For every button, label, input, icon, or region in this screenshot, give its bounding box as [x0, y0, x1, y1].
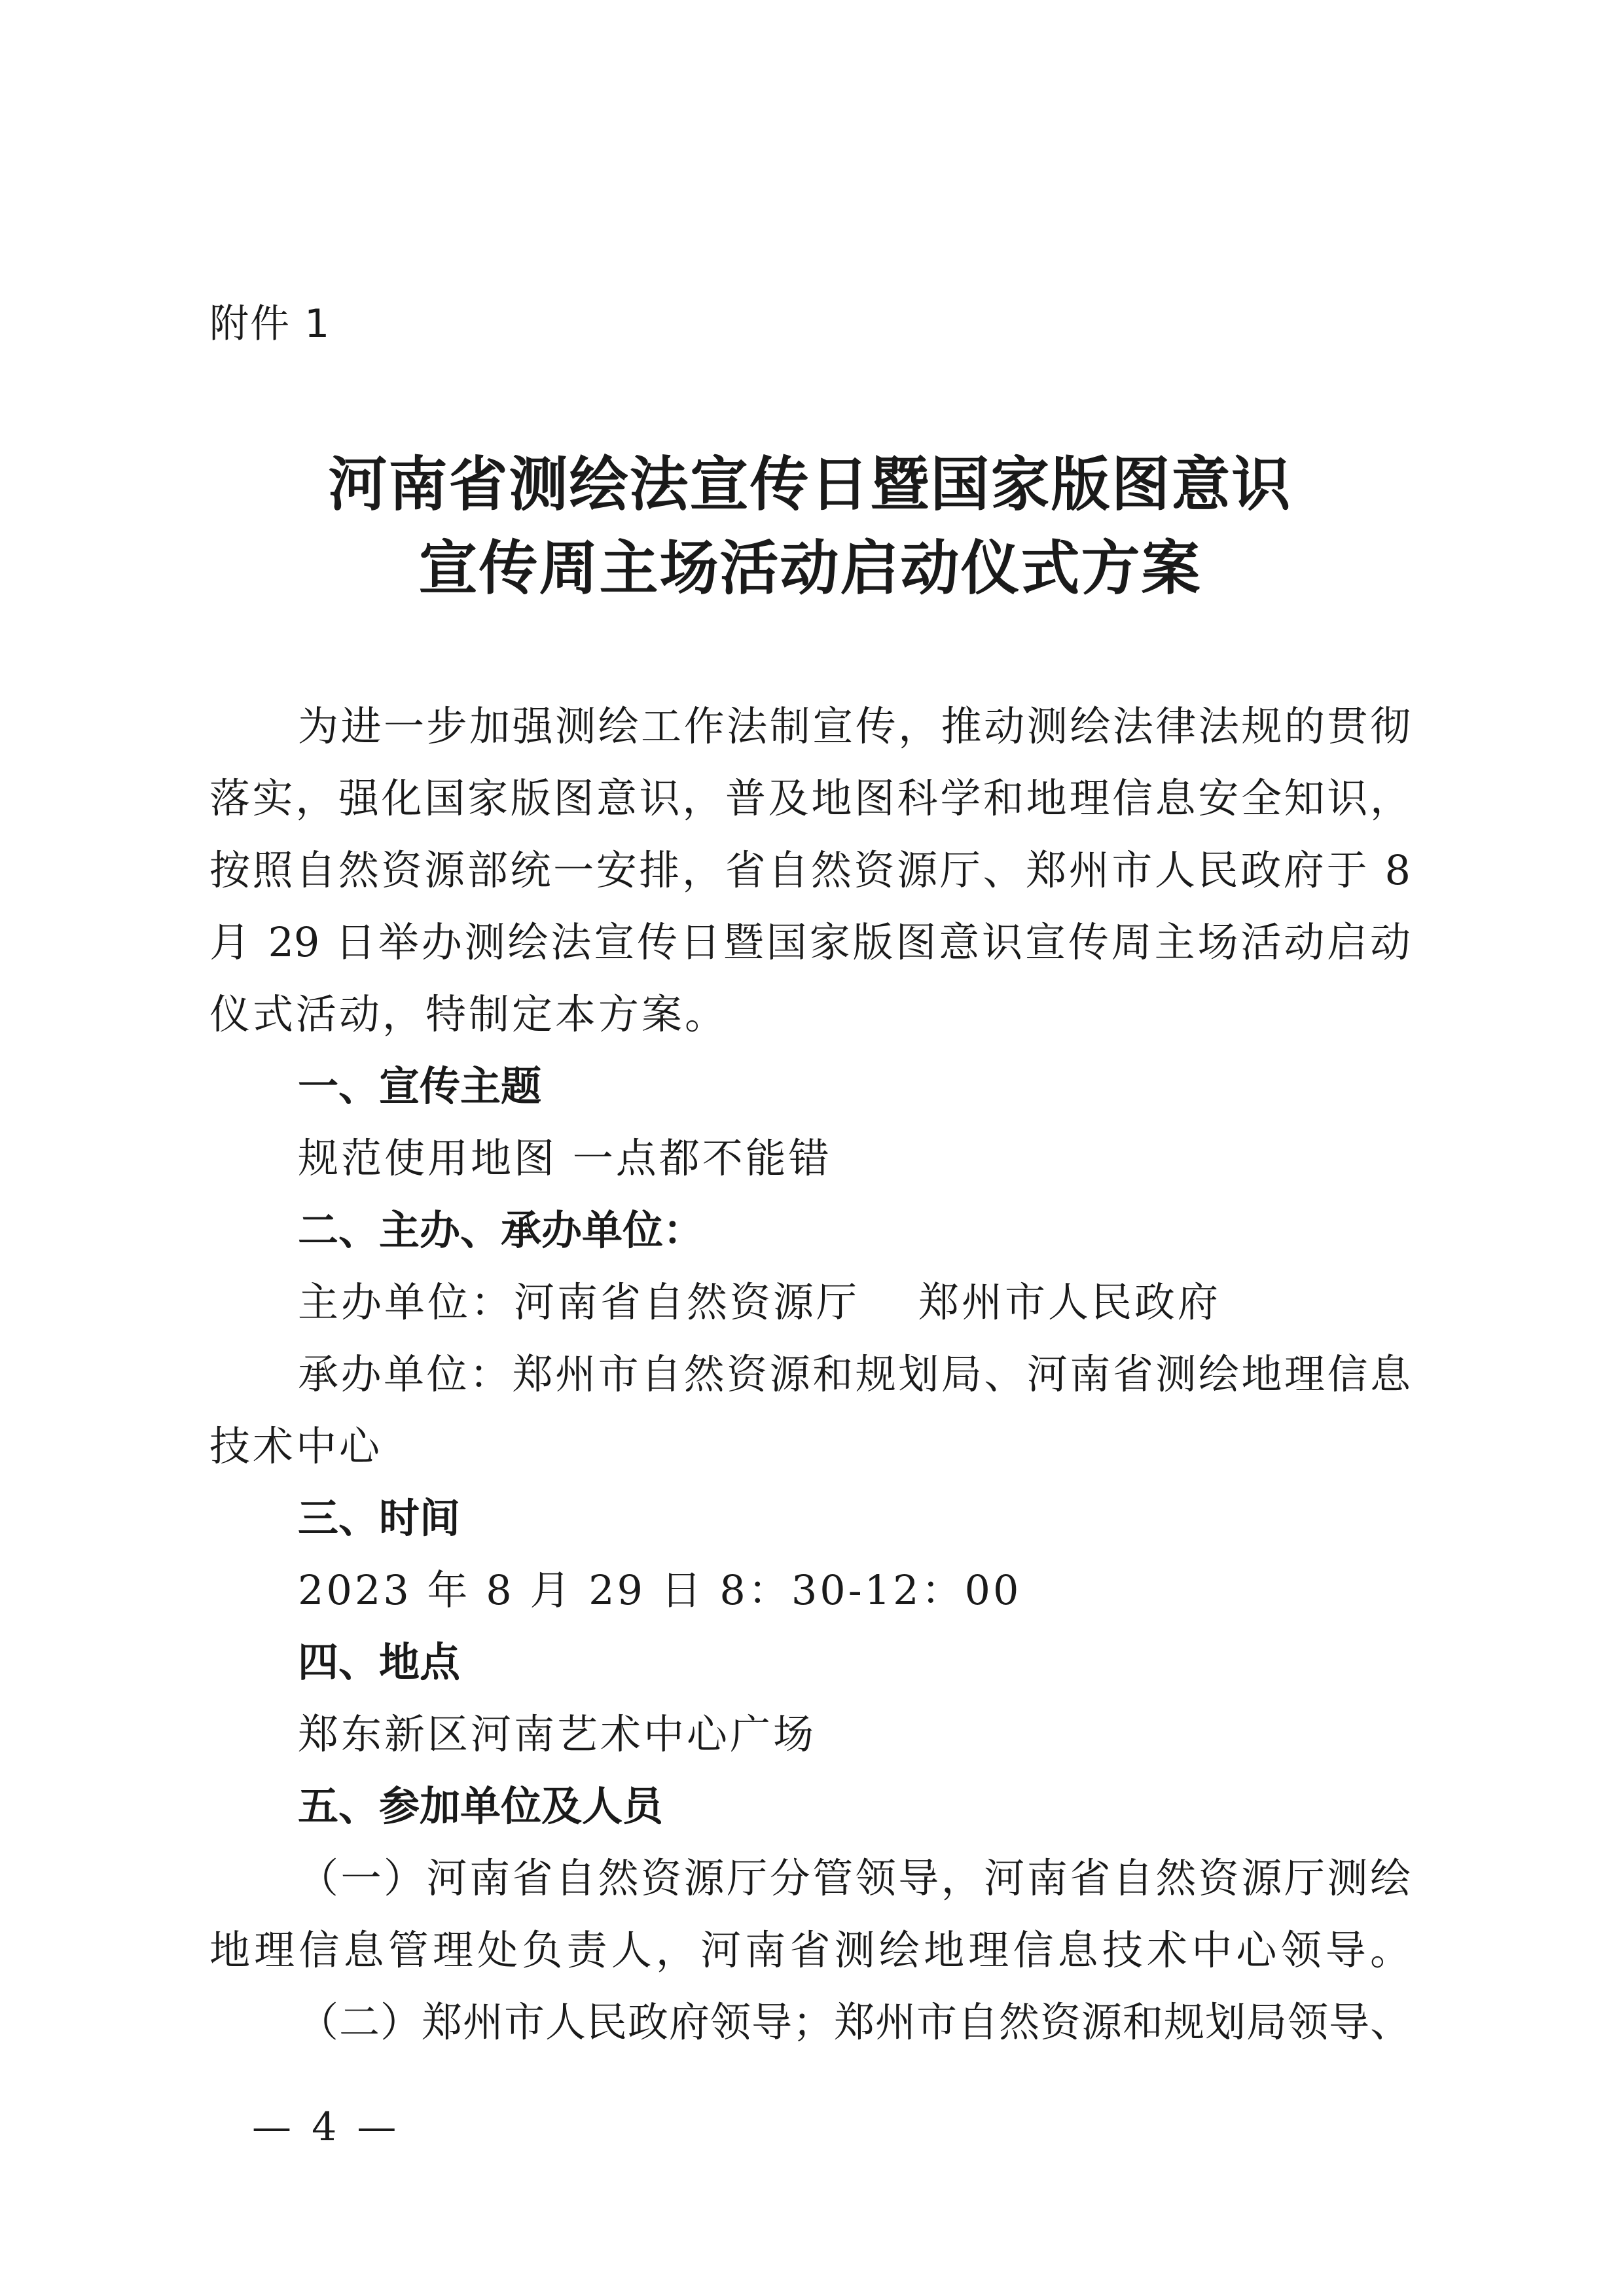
participants-item-1-line-2: 地理信息管理处负责人，河南省测绘地理信息技术中心领导。: [209, 1926, 1411, 1974]
host-label: 主办单位：: [298, 1278, 514, 1326]
section-participants-heading: 五、参加单位及人员: [298, 1782, 664, 1830]
section-location-heading: 四、地点: [298, 1638, 461, 1686]
document-title-line-2: 宣传周主场活动启动仪式方案: [418, 533, 1202, 603]
co-organizers-line-1: 承办单位：郑州市自然资源和规划局、河南省测绘地理信息: [298, 1350, 1411, 1398]
participants-item-1-line-1: （一）河南省自然资源厅分管领导，河南省自然资源厅测绘: [298, 1854, 1411, 1902]
intro-line-5: 仪式活动，特制定本方案。: [209, 990, 729, 1038]
intro-line-3: 按照自然资源部统一安排，省自然资源厅、郑州市人民政府于 8: [209, 846, 1411, 894]
section-location-text: 郑东新区河南艺术中心广场: [298, 1710, 817, 1758]
intro-line-4: 月 29 日举办测绘法宣传日暨国家版图意识宣传周主场活动启动: [209, 918, 1411, 966]
page-number: — 4 —: [252, 2104, 401, 2150]
section-organizers-heading: 二、主办、承办单位：: [298, 1206, 704, 1254]
section-time-text: 2023 年 8 月 29 日 8：30-12：00: [298, 1566, 1022, 1614]
attachment-label: 附件 1: [209, 301, 331, 347]
intro-line-2: 落实，强化国家版图意识，普及地图科学和地理信息安全知识，: [209, 774, 1411, 822]
host-units-line: [209, 1266, 1411, 1338]
document-body: [209, 691, 1411, 2058]
co-organizers-line-2: 技术中心: [209, 1422, 383, 1470]
intro-line-1: 为进一步加强测绘工作法制宣传，推动测绘法律法规的贯彻: [298, 702, 1411, 750]
host-unit-1: 河南省自然资源厅: [514, 1278, 860, 1326]
section-theme-heading: 一、宣传主题: [298, 1062, 542, 1110]
section-time-heading: 三、时间: [298, 1494, 461, 1542]
host-unit-2: 郑州市人民政府: [918, 1278, 1221, 1326]
section-theme-text: 规范使用地图 一点都不能错: [298, 1134, 832, 1182]
participants-item-2-line-1: （二）郑州市人民政府领导；郑州市自然资源和规划局领导、: [298, 1998, 1411, 2046]
document-title-line-1: 河南省测绘法宣传日暨国家版图意识: [328, 450, 1292, 519]
